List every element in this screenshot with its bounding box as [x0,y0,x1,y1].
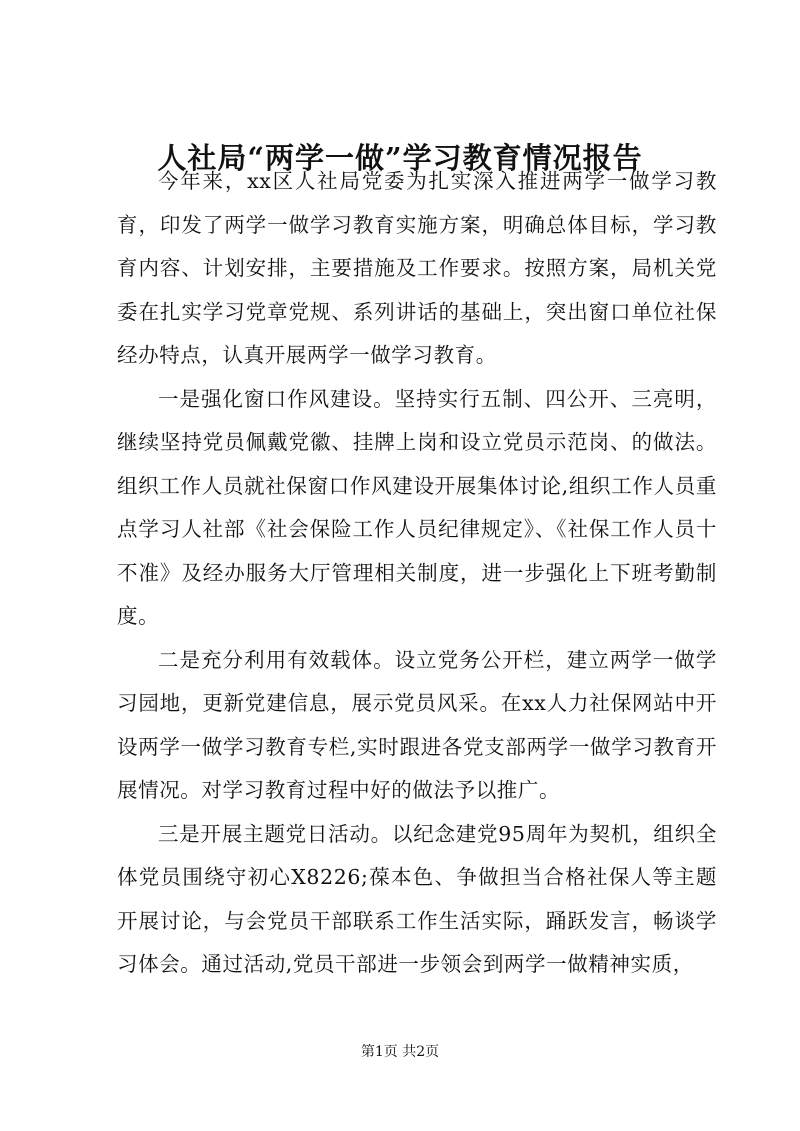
document-body [117,160,717,987]
paragraph-intro: 今年来，xx区人社局党委为扎实深入推进两学一做学习教育，印发了两学一做学习教育实施方案，明确总体目标，学习教育内容、计划安排，主要措施及工作要求。按照方案，局机关党委在扎实学习党章党规、系列讲话的基础上，突出窗口单位社保经办特点，认真开展两学一做学习教育。 [117,169,717,367]
paragraph-window-style: 一是强化窗口作风建设。坚持实行五制、四公开、三亮明，继续坚持党员佩戴党徽、挂牌上岗和设立党员示范岗、的做法。组织工作人员就社保窗口作风建设开展集体讨论,组织工作人员重点学习人社部《社会保险工作人员纪律规定》、《社保工作人员十不准》及经办服务大厅管理相关制度，进一步强化上下班考勤制度。 [117,386,717,628]
page-footer: 第1页 共2页 [360,1044,440,1060]
document-title: 人社局“两学一做”学习教育情况报告 [157,141,643,175]
paragraph-carriers: 二是充分利用有效载体。设立党务公开栏，建立两学一做学习园地，更新党建信息，展示党员风采。在xx人力社保网站中开设两学一做学习教育专栏,实时跟进各党支部两学一做学习教育开展情况。对学习教育过程中好的做法予以推广。 [117,647,717,802]
paragraph-party-day: 三是开展主题党日活动。以纪念建党95周年为契机，组织全体党员围绕守初心X8226;葆本色、争做担当合格社保人等主题开展讨论，与会党员干部联系工作生活实际，踊跃发言，畅谈学习体会。通过活动,党员干部进一步领会到两学一做精神实质， [117,821,717,976]
